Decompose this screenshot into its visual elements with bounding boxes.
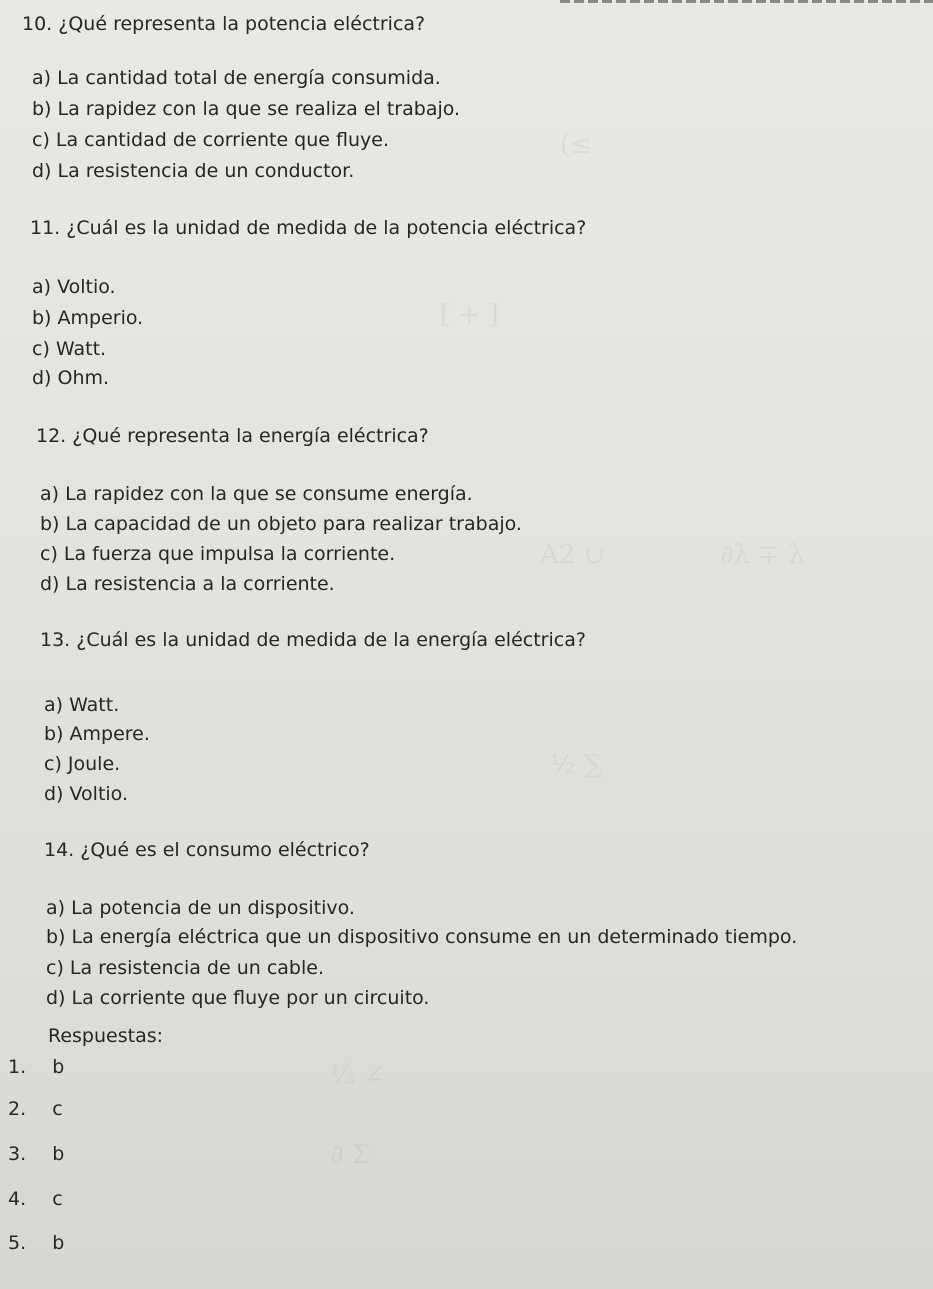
question-number: 12. bbox=[36, 425, 67, 447]
answer-item bbox=[8, 1055, 64, 1079]
answer-number: 2. bbox=[8, 1098, 27, 1120]
question-10-option-a: a) La cantidad total de energía consumida. bbox=[32, 67, 441, 89]
show-through-mark: A2 ∪ bbox=[540, 540, 606, 570]
answer-item bbox=[8, 1187, 63, 1211]
question-13-option-d: d) Voltio. bbox=[44, 783, 128, 805]
question-10-option-d: d) La resistencia de un conductor. bbox=[32, 160, 355, 182]
show-through-mark: ∂λ ∓ λ bbox=[720, 540, 805, 570]
answer-value: b bbox=[52, 1232, 65, 1254]
question-12-option-b: b) La capacidad de un objeto para realizar trabajo. bbox=[40, 513, 522, 535]
question-text: ¿Qué representa la energía eléctrica? bbox=[72, 425, 429, 447]
question-12-title bbox=[36, 424, 429, 448]
question-11-option-a: a) Voltio. bbox=[32, 276, 116, 298]
question-10-title bbox=[22, 12, 425, 36]
show-through-mark: ⅓ ∠ bbox=[330, 1060, 386, 1090]
answer-number: 4. bbox=[8, 1188, 27, 1210]
question-text: ¿Qué es el consumo eléctrico? bbox=[80, 839, 370, 861]
question-11-option-b: b) Amperio. bbox=[32, 307, 144, 329]
question-13-option-c: c) Joule. bbox=[44, 753, 121, 775]
question-11-option-d: d) Ohm. bbox=[32, 367, 110, 389]
show-through-mark: ∂ Σ bbox=[330, 1140, 371, 1170]
question-12-option-c: c) La fuerza que impulsa la corriente. bbox=[40, 543, 396, 565]
question-12-option-a: a) La rapidez con la que se consume energía. bbox=[40, 483, 473, 505]
answer-value: c bbox=[52, 1098, 63, 1120]
question-number: 14. bbox=[44, 839, 75, 861]
answer-value: c bbox=[52, 1188, 63, 1210]
question-11-title bbox=[30, 216, 586, 240]
answer-number: 3. bbox=[8, 1143, 27, 1165]
question-13-option-a: a) Watt. bbox=[44, 694, 120, 716]
answer-item bbox=[8, 1097, 63, 1121]
question-13-title bbox=[40, 628, 586, 652]
answer-value: b bbox=[52, 1056, 65, 1078]
question-14-option-c: c) La resistencia de un cable. bbox=[46, 957, 324, 979]
question-14-option-b: b) La energía eléctrica que un dispositivo consume en un determinado tiempo. bbox=[46, 926, 798, 948]
question-number: 11. bbox=[30, 217, 61, 239]
answer-number: 5. bbox=[8, 1232, 27, 1254]
question-text: ¿Cuál es la unidad de medida de la potencia eléctrica? bbox=[66, 217, 587, 239]
question-14-option-d: d) La corriente que fluye por un circuito. bbox=[46, 987, 430, 1009]
question-12-option-d: d) La resistencia a la corriente. bbox=[40, 573, 335, 595]
answer-item bbox=[8, 1231, 64, 1255]
answer-item bbox=[8, 1142, 64, 1166]
top-edge-marks bbox=[560, 0, 933, 3]
show-through-mark: (≤ bbox=[560, 130, 592, 160]
question-14-title bbox=[44, 838, 370, 862]
answer-value: b bbox=[52, 1143, 65, 1165]
question-11-option-c: c) Watt. bbox=[32, 338, 107, 360]
question-13-option-b: b) Ampere. bbox=[44, 723, 150, 745]
question-14-option-a: a) La potencia de un dispositivo. bbox=[46, 897, 355, 919]
answers-heading: Respuestas: bbox=[48, 1025, 164, 1047]
question-number: 10. bbox=[22, 13, 53, 35]
answer-number: 1. bbox=[8, 1056, 27, 1078]
question-text: ¿Cuál es la unidad de medida de la energía eléctrica? bbox=[76, 629, 586, 651]
question-number: 13. bbox=[40, 629, 71, 651]
show-through-mark: ½ ∑ bbox=[550, 750, 603, 780]
show-through-mark: [ + ] bbox=[440, 300, 499, 330]
question-10-option-c: c) La cantidad de corriente que fluye. bbox=[32, 129, 389, 151]
question-text: ¿Qué representa la potencia eléctrica? bbox=[58, 13, 426, 35]
question-10-option-b: b) La rapidez con la que se realiza el trabajo. bbox=[32, 98, 461, 120]
